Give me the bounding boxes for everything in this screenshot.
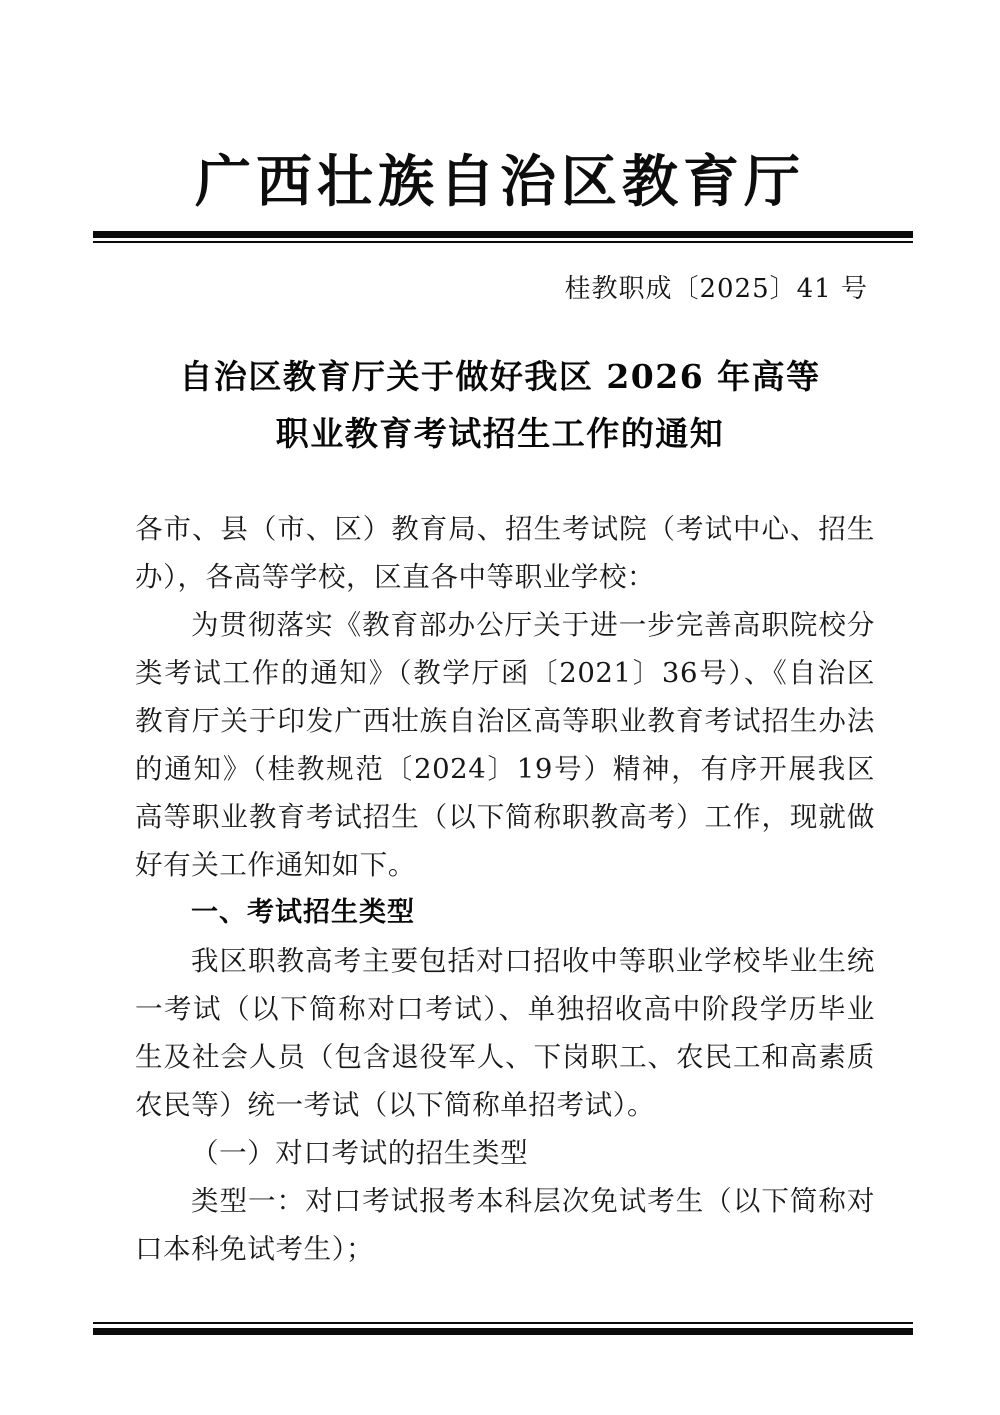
header-rule-thin-line <box>93 241 913 243</box>
document-title <box>120 348 880 462</box>
document-body <box>135 505 875 1273</box>
subsection-heading-one: （一）对口考试的招生类型 <box>191 1137 529 1169</box>
header-rule-thick-line <box>93 231 913 238</box>
letterhead <box>0 150 1000 214</box>
recipient-line: 各市、县（市、区）教育局、招生考试院（考试中心、招生办），各高等学校，区直各中等职业学校： <box>135 513 875 593</box>
admission-type-one: 类型一：对口考试报考本科层次免试考生（以下简称对口本科免试考生）； <box>135 1185 875 1265</box>
document-title-line-2: 职业教育考试招生工作的通知 <box>275 414 725 453</box>
document-number: 桂教职成〔2025〕41 号 <box>564 274 868 304</box>
issuing-authority-title: 广西壮族自治区教育厅 <box>195 149 805 215</box>
preamble-paragraph: 为贯彻落实《教育部办公厅关于进一步完善高职院校分类考试工作的通知》（教学厅函〔2021〕36号）、《自治区教育厅关于印发广西壮族自治区高等职业教育考试招生办法的通知》（桂教规范〔2024〕19号）精神，有序开展我区高等职业教育考试招生（以下简称职教高考）工作，现就做好有关工作通知如下。 <box>135 609 875 881</box>
header-double-rule <box>93 231 913 243</box>
section-one-paragraph: 我区职教高考主要包括对口招收中等职业学校毕业生统一考试（以下简称对口考试）、单独招收高中阶段学历毕业生及社会人员（包含退役军人、下岗职工、农民工和高素质农民等）统一考试（以下简称单招考试）。 <box>135 945 875 1121</box>
footer-rule-thick-line <box>93 1328 913 1335</box>
footer-double-rule <box>93 1322 913 1335</box>
document-title-line-1: 自治区教育厅关于做好我区 2026 年高等 <box>179 357 821 396</box>
section-heading-one: 一、考试招生类型 <box>191 897 415 928</box>
